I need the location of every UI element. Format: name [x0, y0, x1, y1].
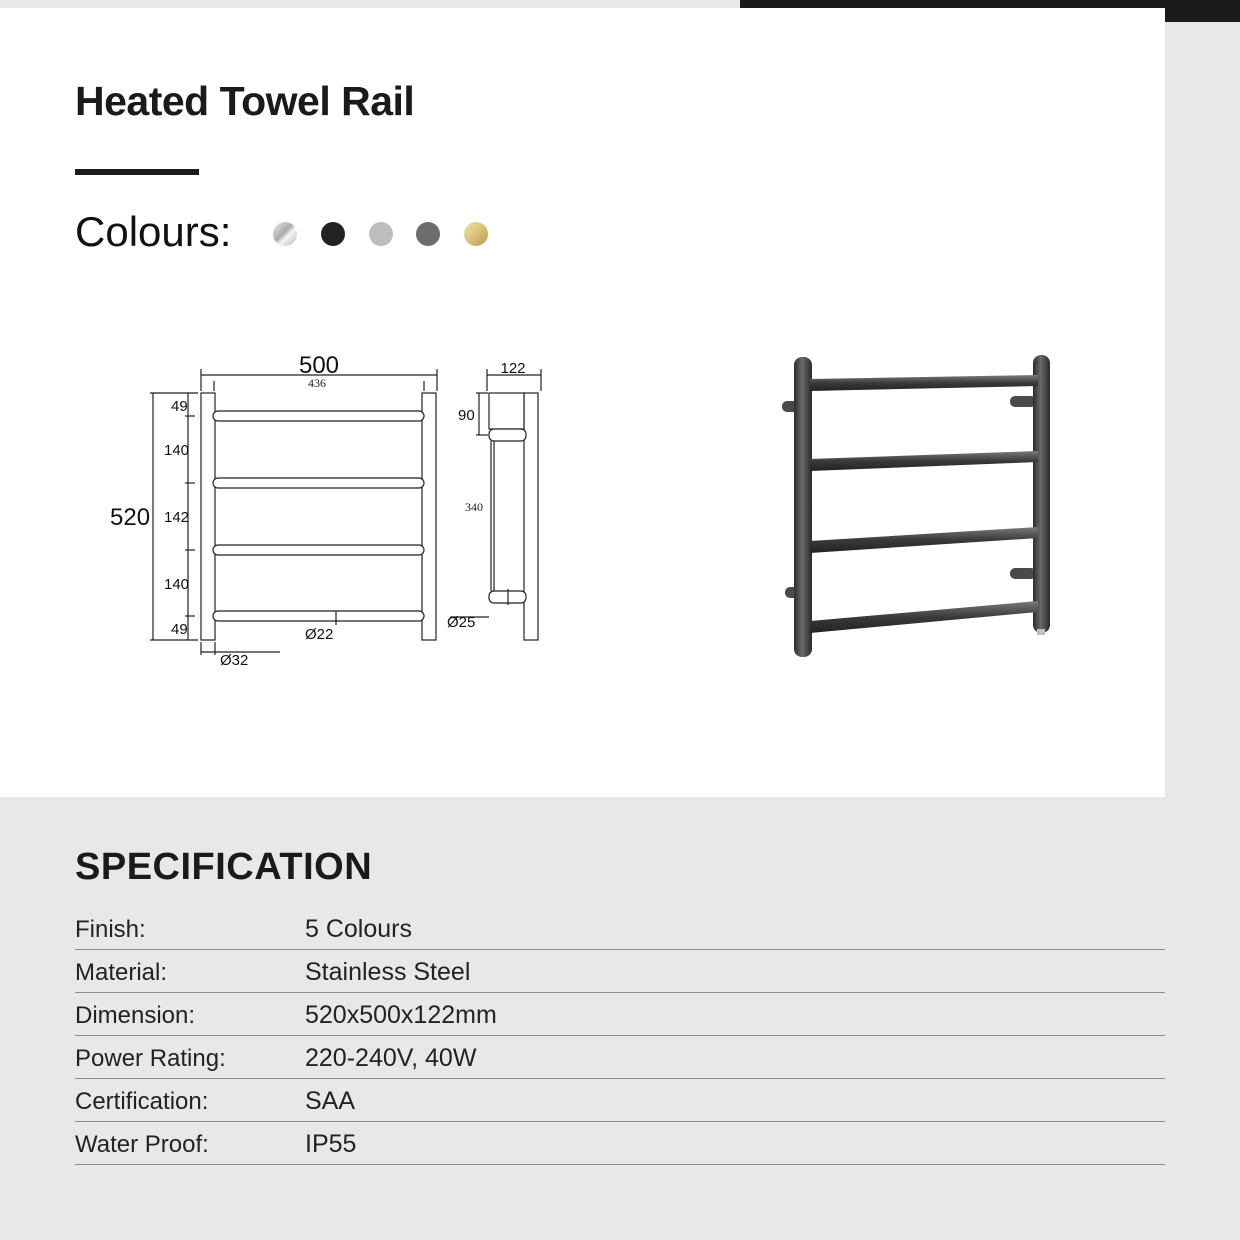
spec-row-water-proof: [75, 1122, 1165, 1165]
dimension-diagram: [100, 345, 560, 675]
dim-rail-diameter: Ø22: [305, 626, 334, 643]
spec-value: 5 Colours: [305, 915, 412, 943]
top-strip: [0, 0, 740, 8]
title-underline: [75, 169, 199, 175]
spec-label: Material:: [75, 959, 168, 986]
dim-spacing-top: 49: [171, 398, 188, 415]
dim-bracket-diameter: Ø25: [447, 614, 476, 631]
specification-title: SPECIFICATION: [75, 846, 373, 888]
spec-row-material: [75, 950, 1165, 993]
colour-swatch-chrome[interactable]: [273, 222, 297, 246]
spec-label: Finish:: [75, 916, 146, 943]
dim-spacing-1: 140: [164, 442, 190, 459]
dim-overall-height: 520: [110, 504, 151, 531]
colour-swatch-gunmetal[interactable]: [416, 222, 440, 246]
spec-label: Dimension:: [75, 1002, 196, 1029]
spec-label: Power Rating:: [75, 1045, 226, 1072]
dim-post-diameter: Ø32: [220, 652, 249, 669]
product-image: [770, 345, 1070, 675]
spec-value: 520x500x122mm: [305, 1001, 497, 1029]
colour-swatch-brushed-gold[interactable]: [464, 222, 488, 246]
colour-swatch-matte-black[interactable]: [321, 222, 345, 246]
dim-spacing-bottom: 49: [171, 621, 188, 638]
spec-row-certification: [75, 1079, 1165, 1122]
colours-label: Colours:: [75, 208, 232, 255]
spec-row-finish: [75, 907, 1165, 950]
specification-table: [75, 907, 1165, 1165]
spec-label: Certification:: [75, 1088, 209, 1115]
spec-row-power-rating: [75, 1036, 1165, 1079]
spec-value: 220-240V, 40W: [305, 1044, 477, 1072]
spec-value: Stainless Steel: [305, 958, 471, 986]
product-title: Heated Towel Rail: [75, 78, 415, 124]
dim-spacing-3: 140: [164, 576, 190, 593]
dim-spacing-2: 142: [164, 509, 190, 526]
spec-label: Water Proof:: [75, 1131, 209, 1158]
dim-bracket-offset: 90: [458, 407, 475, 424]
spec-value: SAA: [305, 1087, 356, 1115]
dim-depth: 122: [500, 360, 526, 377]
dim-inner-width: 436: [308, 376, 326, 390]
spec-value: IP55: [305, 1130, 357, 1158]
spec-row-dimension: [75, 993, 1165, 1036]
dim-bracket-spacing: 340: [465, 500, 483, 514]
colour-swatch-brushed-nickel[interactable]: [369, 222, 393, 246]
dim-overall-width: 500: [298, 352, 340, 379]
